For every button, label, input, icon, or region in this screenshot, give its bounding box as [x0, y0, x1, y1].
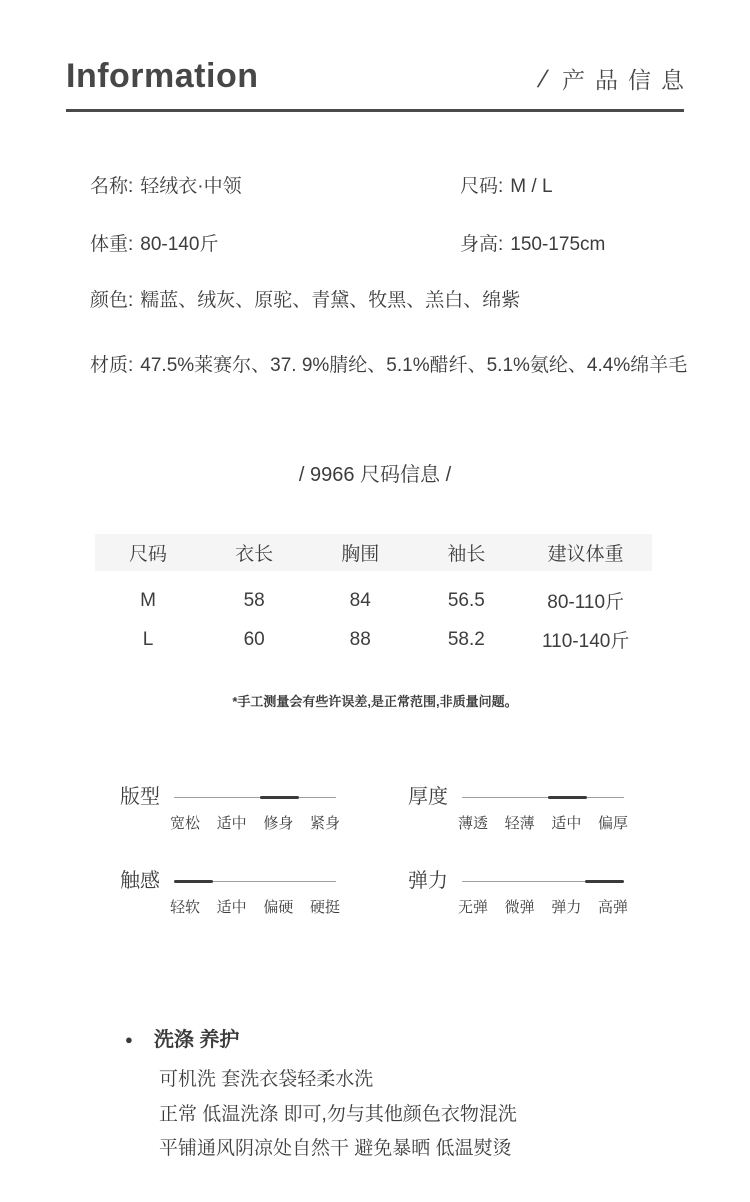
scale-marker: [260, 796, 299, 799]
table-cell: M: [140, 589, 156, 611]
scale-option: 轻软: [170, 899, 201, 916]
scale-option: 轻薄: [504, 815, 535, 832]
care-header: [125, 1028, 665, 1052]
scale-fit: [120, 786, 408, 833]
scale-thickness: [408, 786, 636, 833]
column-header: 衣长: [235, 544, 274, 565]
attribute-size: [460, 176, 675, 197]
size-chart-title: / 9966 尺码信息 /: [298, 464, 452, 486]
scale-marker: [174, 880, 213, 883]
scale-options: [458, 812, 628, 833]
scale-options: [458, 896, 628, 917]
scale-label: 版型: [120, 786, 160, 808]
scale-option: 偏厚: [597, 815, 628, 832]
attribute-label: 尺码:: [460, 176, 504, 197]
care-section: [125, 1028, 665, 1167]
scale-option: 偏硬: [263, 899, 294, 916]
table-cell: 58.2: [447, 628, 485, 650]
attribute-value: 糯蓝、绒灰、原驼、青黛、牧黑、羔白、绵紫: [140, 290, 521, 311]
scale-option: 适中: [551, 815, 582, 832]
slash-decoration: /: [535, 66, 551, 93]
scale-track: [462, 795, 624, 800]
scale-elasticity: [408, 870, 636, 917]
scale-track: [462, 879, 624, 884]
scale-option: 修身: [263, 815, 294, 832]
table-cell: 110-140斤: [542, 631, 630, 652]
attribute-value: 80-140斤: [140, 234, 219, 255]
attribute-label: 名称:: [90, 176, 134, 197]
table-row: [95, 620, 652, 659]
page-subtitle: [535, 66, 694, 96]
product-attributes: [90, 176, 688, 376]
attribute-row: [90, 176, 675, 197]
table-cell: 80-110斤: [547, 592, 625, 613]
scale-label: 触感: [120, 870, 160, 892]
care-instruction-line: 可机洗 套洗衣袋轻柔水洗: [159, 1069, 374, 1090]
scale-option: 高弹: [597, 899, 628, 916]
scale-option: 硬挺: [309, 899, 340, 916]
attribute-material: [90, 355, 687, 376]
column-header: 尺码: [129, 544, 168, 565]
attribute-name: [90, 176, 460, 197]
table-cell: 88: [349, 628, 371, 650]
scale-marker: [548, 796, 587, 799]
scale-option: 宽松: [170, 815, 201, 832]
column-header: 胸围: [341, 544, 380, 565]
section-header: [66, 56, 694, 96]
attribute-label: 材质:: [90, 355, 134, 376]
scale-label: 厚度: [408, 786, 448, 808]
scale-body: [458, 870, 628, 917]
attribute-row: [90, 234, 675, 255]
attribute-scales: [120, 786, 636, 917]
header-divider: [66, 109, 684, 112]
attribute-label: 体重:: [90, 234, 134, 255]
column-header: 袖长: [447, 544, 486, 565]
attribute-value: 47.5%莱赛尔、37. 9%腈纶、5.1%醋纤、5.1%氨纶、4.4%绵羊毛: [140, 355, 688, 376]
attribute-height: [460, 234, 675, 255]
attribute-row: [90, 355, 688, 376]
attribute-weight: [90, 234, 460, 255]
attribute-label: 身高:: [460, 234, 504, 255]
table-cell: 84: [349, 589, 371, 611]
scale-marker: [585, 880, 624, 883]
attribute-value: 轻绒衣·中领: [140, 176, 242, 197]
table-cell: 58: [243, 589, 265, 611]
scale-option: 无弹: [458, 899, 489, 916]
scale-label: 弹力: [408, 870, 448, 892]
scale-option: 薄透: [458, 815, 489, 832]
care-instructions: [159, 1063, 665, 1167]
scale-option: 适中: [216, 815, 247, 832]
scale-track: [174, 795, 336, 800]
scale-option: 紧身: [309, 815, 340, 832]
table-row: [95, 581, 652, 620]
care-instruction-line: 正常 低温洗涤 即可,勿与其他颜色衣物混洗: [159, 1103, 517, 1125]
table-cell: L: [142, 628, 154, 650]
scale-body: [170, 786, 340, 833]
care-instruction-line: 平铺通风阴凉处自然干 避免暴晒 低温熨烫: [159, 1138, 512, 1159]
attribute-value: 150-175cm: [510, 234, 606, 255]
attribute-value: M / L: [510, 176, 553, 197]
bullet-icon: ●: [125, 1032, 133, 1047]
scale-body: [170, 870, 340, 917]
attribute-row: [90, 290, 675, 311]
table-header-row: [95, 534, 652, 571]
scale-options: [170, 812, 340, 833]
attribute-label: 颜色:: [90, 290, 134, 311]
measurement-disclaimer: *手工测量会有些许误差,是正常范围,非质量问题。: [232, 694, 518, 709]
scale-option: 弹力: [551, 899, 582, 916]
page-subtitle-text: 产品信息: [562, 67, 694, 93]
table-cell: 60: [243, 628, 265, 650]
care-title: 洗涤 养护: [153, 1029, 240, 1051]
scale-option: 适中: [216, 899, 247, 916]
scale-touch: [120, 870, 408, 917]
scale-options: [170, 896, 340, 917]
scale-track: [174, 879, 336, 884]
scale-option: 微弹: [504, 899, 535, 916]
table-cell: 56.5: [447, 589, 485, 611]
column-header: 建议体重: [547, 544, 624, 565]
page-title: Information: [66, 57, 259, 95]
size-chart-table: [95, 534, 652, 659]
scale-body: [458, 786, 628, 833]
attribute-color: [90, 290, 675, 311]
